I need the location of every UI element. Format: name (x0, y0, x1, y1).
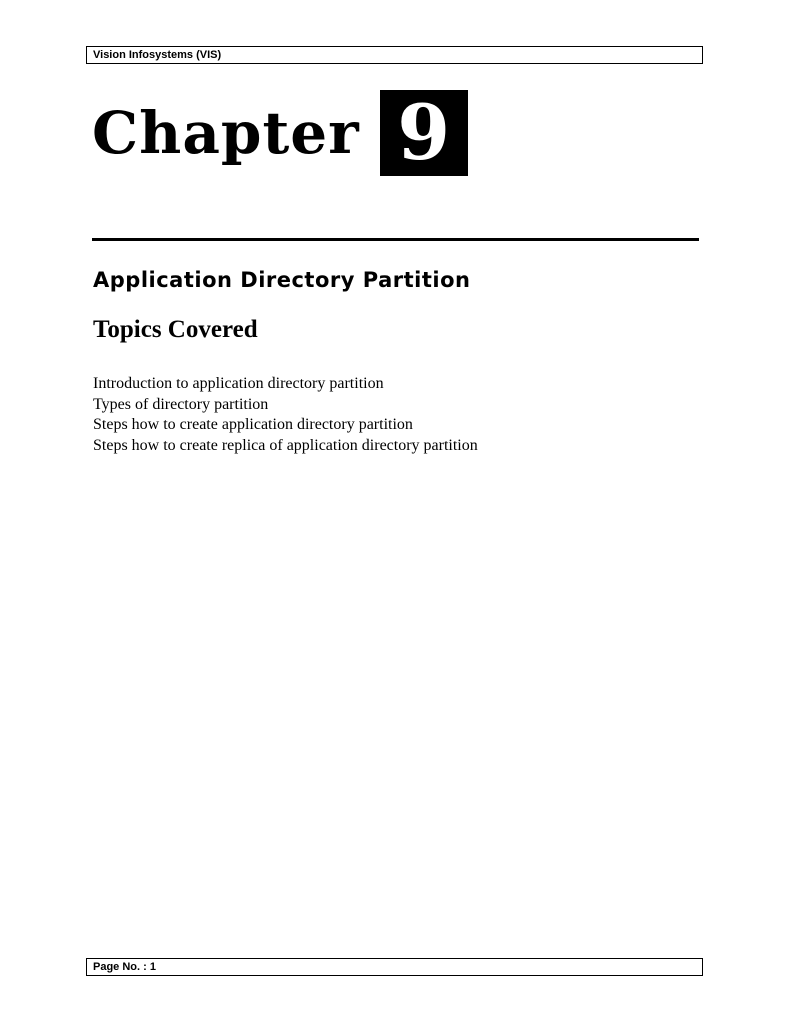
page-header (86, 46, 703, 64)
section-title: Application Directory Partition (93, 268, 471, 292)
company-name: Vision Infosystems (VIS) (93, 49, 222, 61)
page-number: Page No. : 1 (93, 961, 156, 973)
chapter-number: 9 (380, 90, 468, 176)
chapter-word: Chapter (92, 99, 360, 167)
page-footer (86, 958, 703, 976)
topics-heading: Topics Covered (93, 316, 258, 343)
topic-item: Steps how to create application directory partition (93, 416, 413, 434)
topic-item: Steps how to create replica of application directory partition (93, 437, 478, 455)
topic-item: Introduction to application directory partition (93, 375, 384, 392)
chapter-heading (92, 90, 468, 176)
topics-list (93, 374, 478, 457)
topic-item: Types of directory partition (93, 395, 269, 413)
chapter-divider (92, 238, 699, 241)
